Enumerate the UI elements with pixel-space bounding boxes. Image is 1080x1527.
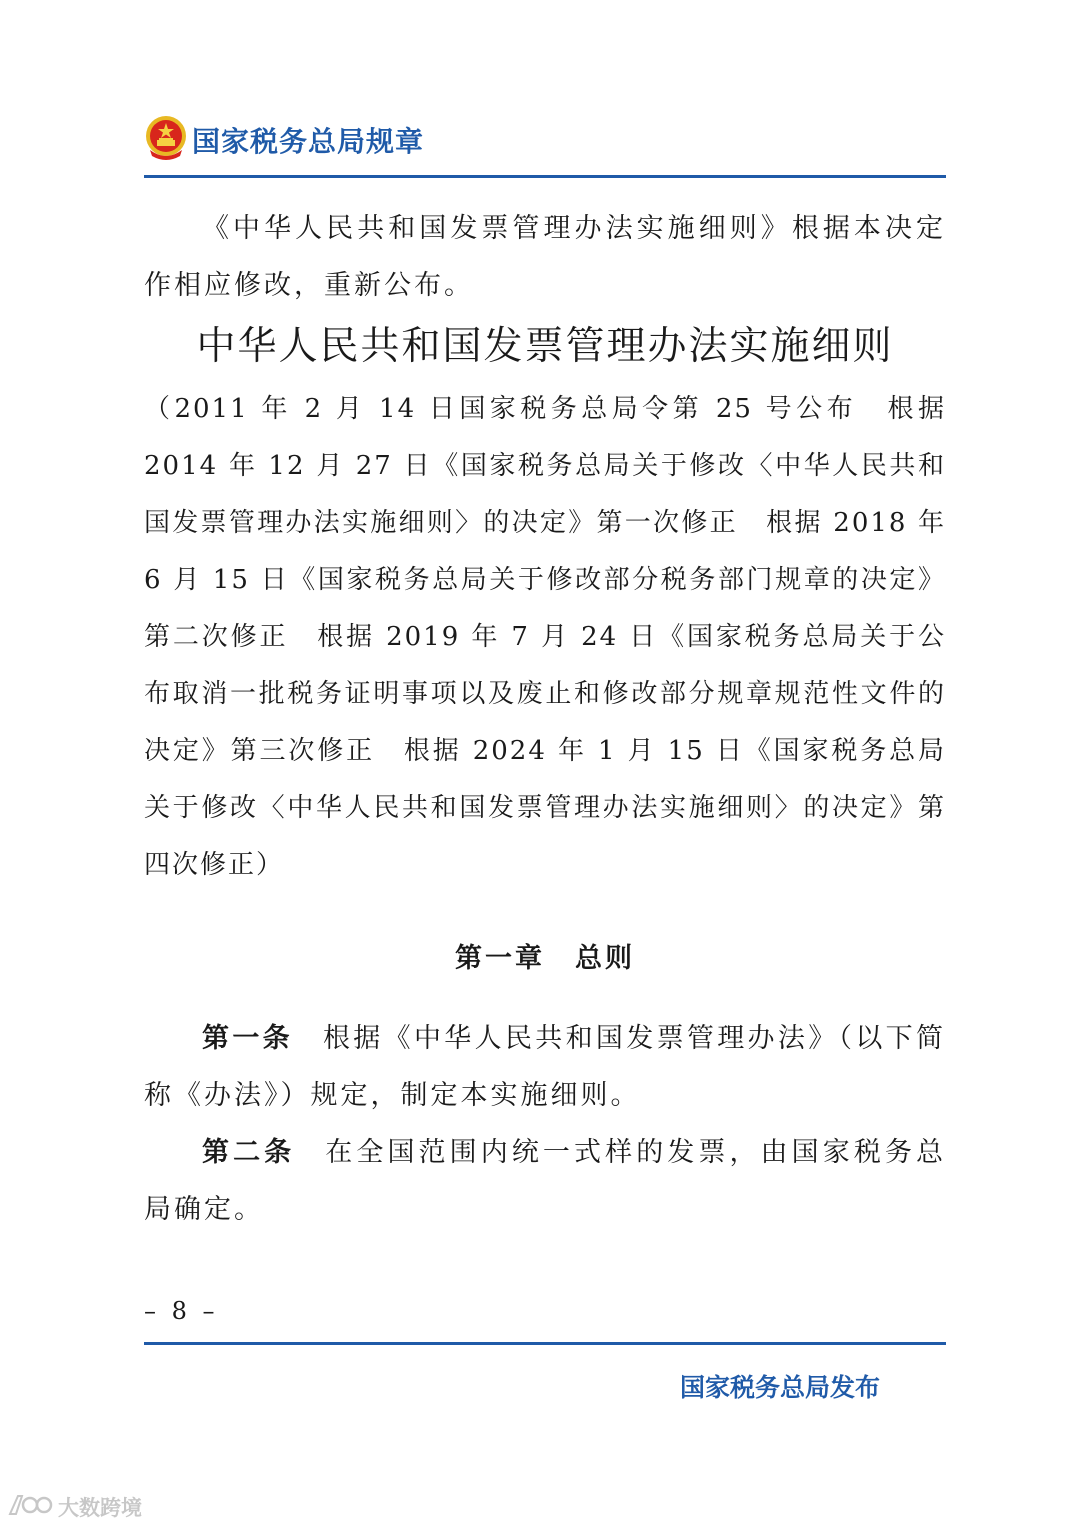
- article-2: [144, 1124, 946, 1238]
- footer-publisher: 国家税务总局发布: [680, 1373, 881, 1402]
- revision-history: （2011 年 2 月 14 日国家税务总局令第 25 号公布 根据 2014 年 12 月 27 日《国家税务总局关于修改〈中华人民共和国发票管理办法实施细则〉的决定》第一次修正 根据 2018 年 6 月 15 日《国家税务总局关于修改部分税务部门规章的决定》第二次修正 根据 2019 年 7 月 24 日《国家税务总局关于公布取消一批税务证明事项以及废止和修改部分规章规范性文件的决定》第三次修正 根据 2024 年 1 月 15 日《国家税务总局关于修改〈中华人民共和国发票管理办法实施细则〉的决定》第四次修正）: [144, 394, 946, 880]
- article-1-number: 第一条: [202, 1023, 293, 1054]
- intro-paragraph: 《中华人民共和国发票管理办法实施细则》根据本决定作相应修改，重新公布。: [144, 213, 946, 301]
- page-header: [144, 112, 946, 170]
- article-1-text: 根据《中华人民共和国发票管理办法》（以下简称《办法》）规定，制定本实施细则。: [144, 1023, 947, 1111]
- national-emblem-icon: [144, 114, 188, 162]
- article-2-number: 第二条: [202, 1137, 296, 1168]
- footer-divider: [144, 1342, 946, 1345]
- dashuju-logo-icon: [6, 1492, 54, 1518]
- page-number: – 8 –: [144, 1297, 219, 1325]
- chapter-heading: 第一章 总则: [455, 943, 635, 974]
- header-title: 国家税务总局规章: [192, 125, 425, 158]
- article-2-text: 在全国范围内统一式样的发票，由国家税务总局确定。: [144, 1137, 947, 1225]
- article-1: [144, 1010, 946, 1124]
- header-divider: [144, 175, 946, 178]
- watermark-text: 大数跨境: [58, 1496, 142, 1520]
- document-title: 中华人民共和国发票管理办法实施细则: [196, 324, 894, 369]
